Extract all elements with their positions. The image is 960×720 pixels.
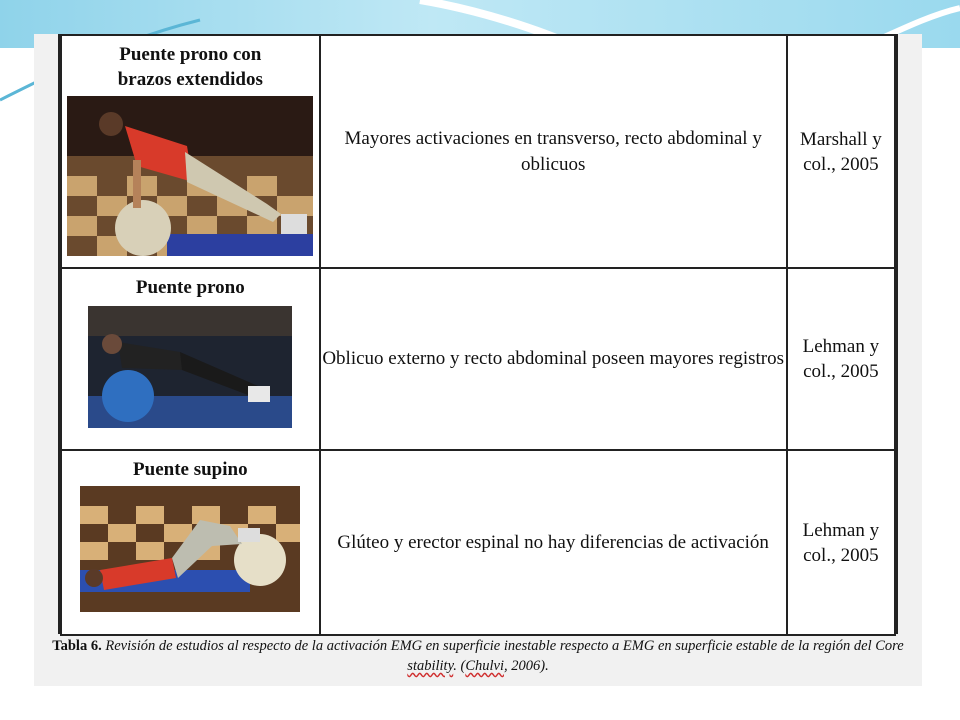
caption-text-2d: , 2006). — [503, 658, 549, 674]
reference-cell: Marshall y col., 2005 — [787, 35, 895, 268]
caption-text-2c: Chulvi — [465, 658, 504, 674]
caption-text-2a: stability — [407, 658, 454, 674]
caption-label: Tabla 6. — [52, 638, 102, 654]
exercise-cell — [61, 268, 320, 450]
reference-cell: Lehman y col., 2005 — [787, 450, 895, 635]
caption-text: Revisión de estudios al respecto de la activación EMG en superficie inestable respecto a EMG en superficie estable de la región del Core — [101, 638, 904, 654]
studies-table-container — [58, 34, 898, 634]
table-row — [61, 35, 895, 268]
exercise-photo-prone-bridge-extended-arms — [67, 96, 313, 256]
table-row — [61, 450, 895, 635]
studies-table — [60, 34, 896, 636]
exercise-title: Puente prono con brazos extendidos — [117, 44, 263, 90]
reference-cell: Lehman y col., 2005 — [787, 268, 895, 450]
caption-text-2b: . ( — [453, 658, 466, 674]
table-row — [61, 268, 895, 450]
result-cell: Oblicuo externo y recto abdominal poseen mayores registros — [320, 268, 787, 450]
result-cell: Glúteo y erector espinal no hay diferencias de activación — [320, 450, 787, 635]
exercise-photo-supine-bridge — [80, 486, 300, 612]
exercise-photo-prone-bridge — [88, 306, 292, 428]
table-caption — [34, 636, 922, 676]
exercise-cell — [61, 35, 320, 268]
exercise-title: Puente prono — [135, 277, 245, 298]
exercise-title: Puente supino — [133, 459, 248, 480]
exercise-cell — [61, 450, 320, 635]
result-cell: Mayores activaciones en transverso, recto abdominal y oblicuos — [320, 35, 787, 268]
